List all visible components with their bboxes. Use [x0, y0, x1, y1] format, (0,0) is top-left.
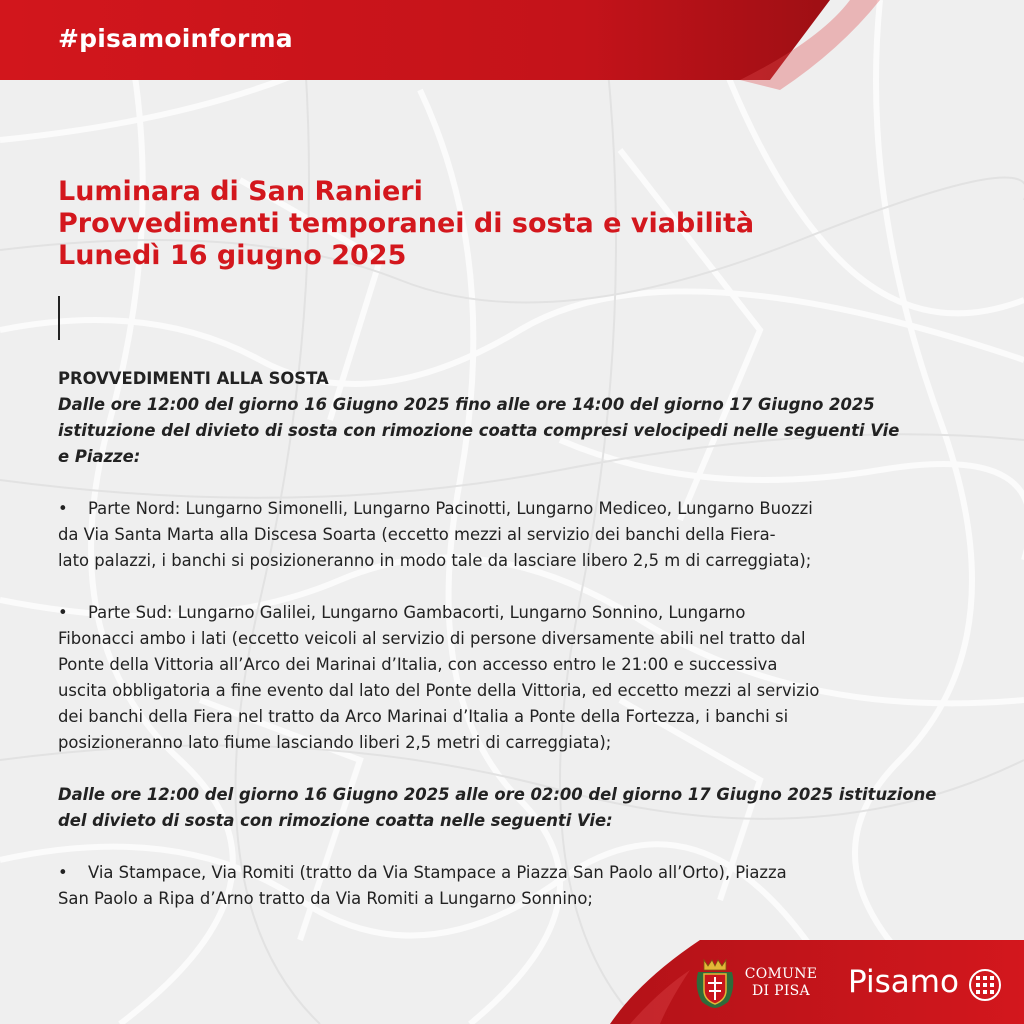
list-item-parte-nord: • Parte Nord: Lungarno Simonelli, Lungarno Pacinotti, Lungarno Mediceo, Lungarno Buozzi da Via Santa Marta alla Discesa Soarta (eccetto mezzi al servizio dei banchi della Fiera- lato palazzi, i banchi si posizioneranno in modo tale da lasciare libero 2,5 m di carreggiata); — [58, 496, 968, 574]
pisamo-grid-icon — [968, 968, 1002, 1002]
hashtag-label: #pisamoinforma — [58, 24, 293, 53]
list-item-stampace: • Via Stampace, Via Romiti (tratto da Via Stampace a Piazza San Paolo all’Orto), Piazza San Paolo a Ripa d’Arno tratto da Via Romiti a Lungarno Sonnino; — [58, 860, 968, 912]
intro-paragraph-2: Dalle ore 12:00 del giorno 16 Giugno 2025 alle ore 02:00 del giorno 17 Giugno 2025 istituzione del divieto di sosta con rimozione coatta nelle seguenti Vie: — [58, 785, 937, 830]
comune-di-pisa-logo: COMUNE DI PISA — [744, 966, 818, 999]
vertical-divider — [58, 296, 60, 340]
title-line-subject: Provvedimenti temporanei di sosta e viabilità — [58, 208, 755, 239]
bullet-icon: • — [58, 499, 68, 518]
page-title — [58, 176, 958, 272]
comune-di-pisa-crest-icon — [694, 958, 736, 1010]
bullet-icon: • — [58, 863, 68, 882]
pisamo-brand-logo: Pisamo — [848, 964, 959, 1000]
intro-paragraph-1: Dalle ore 12:00 del giorno 16 Giugno 2025 fino alle ore 14:00 del giorno 17 Giugno 2025 istituzione del divieto di sosta con rimozione coatta compresi velocipedi nelle seguenti Vie e Piazze: — [58, 395, 900, 466]
title-line-date: Lunedì 16 giugno 2025 — [58, 240, 407, 271]
list-item-parte-sud: • Parte Sud: Lungarno Galilei, Lungarno Gambacorti, Lungarno Sonnino, Lungarno Fibonacci ambo i lati (eccetto veicoli al servizio di persone diversamente abili nel tratto dal Ponte della Vittoria all’Arco dei Marinai d’Italia, con accesso entro le 21:00 e successiva uscita obbligatoria a fine evento dal lato del Ponte della Vittoria, ed eccetto mezzi al servizio dei banchi della Fiera nel tratto da Arco Marinai d’Italia a Ponte della Fortezza, i banchi si posizioneranno lato fiume lasciando liberi 2,5 metri di carreggiata); — [58, 600, 968, 756]
announcement-body — [58, 366, 968, 912]
bullet-icon: • — [58, 603, 68, 622]
title-line-event: Luminara di San Ranieri — [58, 176, 423, 207]
section-title: PROVVEDIMENTI ALLA SOSTA — [58, 369, 329, 388]
